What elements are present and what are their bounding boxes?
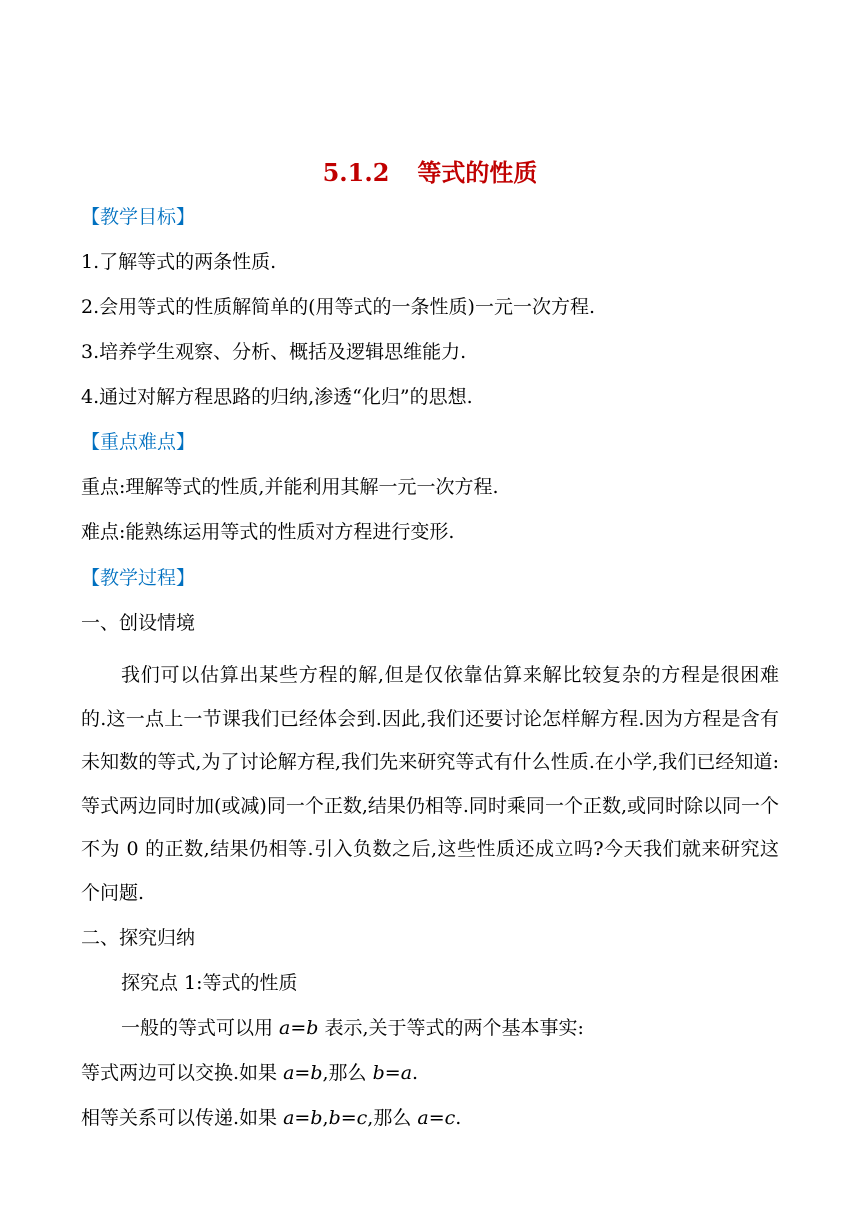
fact-transitivity [81,1106,461,1130]
fact2-math-3: a=c [417,1107,456,1129]
fact1-text-a: 等式两边可以交换.如果 [81,1062,284,1084]
fact1-math-1: a=b [283,1062,323,1084]
page-title [0,158,860,188]
heading-teaching-process: 【教学过程】 [81,567,196,589]
title-text: 等式的性质 [417,158,538,187]
part2-title: 二、探究归纳 [81,927,196,949]
fact2-math-2: b=c [328,1107,368,1129]
general-equation-intro [121,1016,584,1040]
part1-title: 一、创设情境 [81,612,196,634]
fact1-text-b: ,那么 [322,1062,373,1084]
general-intro-text-b: 表示,关于等式的两个基本事实: [318,1017,584,1039]
title-number: 5.1.2 [322,158,390,187]
fact-symmetry [81,1061,418,1085]
goal-item-3: 3.培养学生观察、分析、概括及逻辑思维能力. [81,341,467,363]
fact2-text-d: . [455,1107,462,1129]
goal-item-4: 4.通过对解方程思路的归纳,渗透“化归”的思想. [81,386,473,408]
fact2-math-1: a=b [283,1107,323,1129]
key-point: 重点:理解等式的性质,并能利用其解一元一次方程. [81,476,499,498]
general-intro-math: a=b [279,1017,319,1039]
fact2-text-b: , [322,1107,329,1129]
difficult-point: 难点:能熟练运用等式的性质对方程进行变形. [81,521,455,543]
general-intro-text-a: 一般的等式可以用 [121,1017,280,1039]
fact2-text-c: ,那么 [367,1107,418,1129]
part1-paragraph: 我们可以估算出某些方程的解,但是仅依靠估算来解比较复杂的方程是很困难的.这一点上一节课我们已经体会到.因此,我们还要讨论怎样解方程.因为方程是含有未知数的等式,为了讨论解方程,我们先来研究等式有什么性质.在小学,我们已经知道:等式两边同时加(或减)同一个正数,结果仍相等.同时乘同一个正数,或同时除以同一个不为 0 的正数,结果仍相等.引入负数之后,这些性质还成立吗?今天我们就来研究这个问题. [81,664,779,904]
goal-item-2: 2.会用等式的性质解简单的(用等式的一条性质)一元一次方程. [81,296,595,318]
heading-key-points: 【重点难点】 [81,431,196,453]
heading-teaching-goals: 【教学目标】 [81,206,196,228]
fact1-text-c: . [412,1062,419,1084]
fact1-math-2: b=a [372,1062,413,1084]
explore-point-1: 探究点 1:等式的性质 [121,972,298,994]
goal-item-1: 1.了解等式的两条性质. [81,251,277,273]
fact2-text-a: 相等关系可以传递.如果 [81,1107,284,1129]
